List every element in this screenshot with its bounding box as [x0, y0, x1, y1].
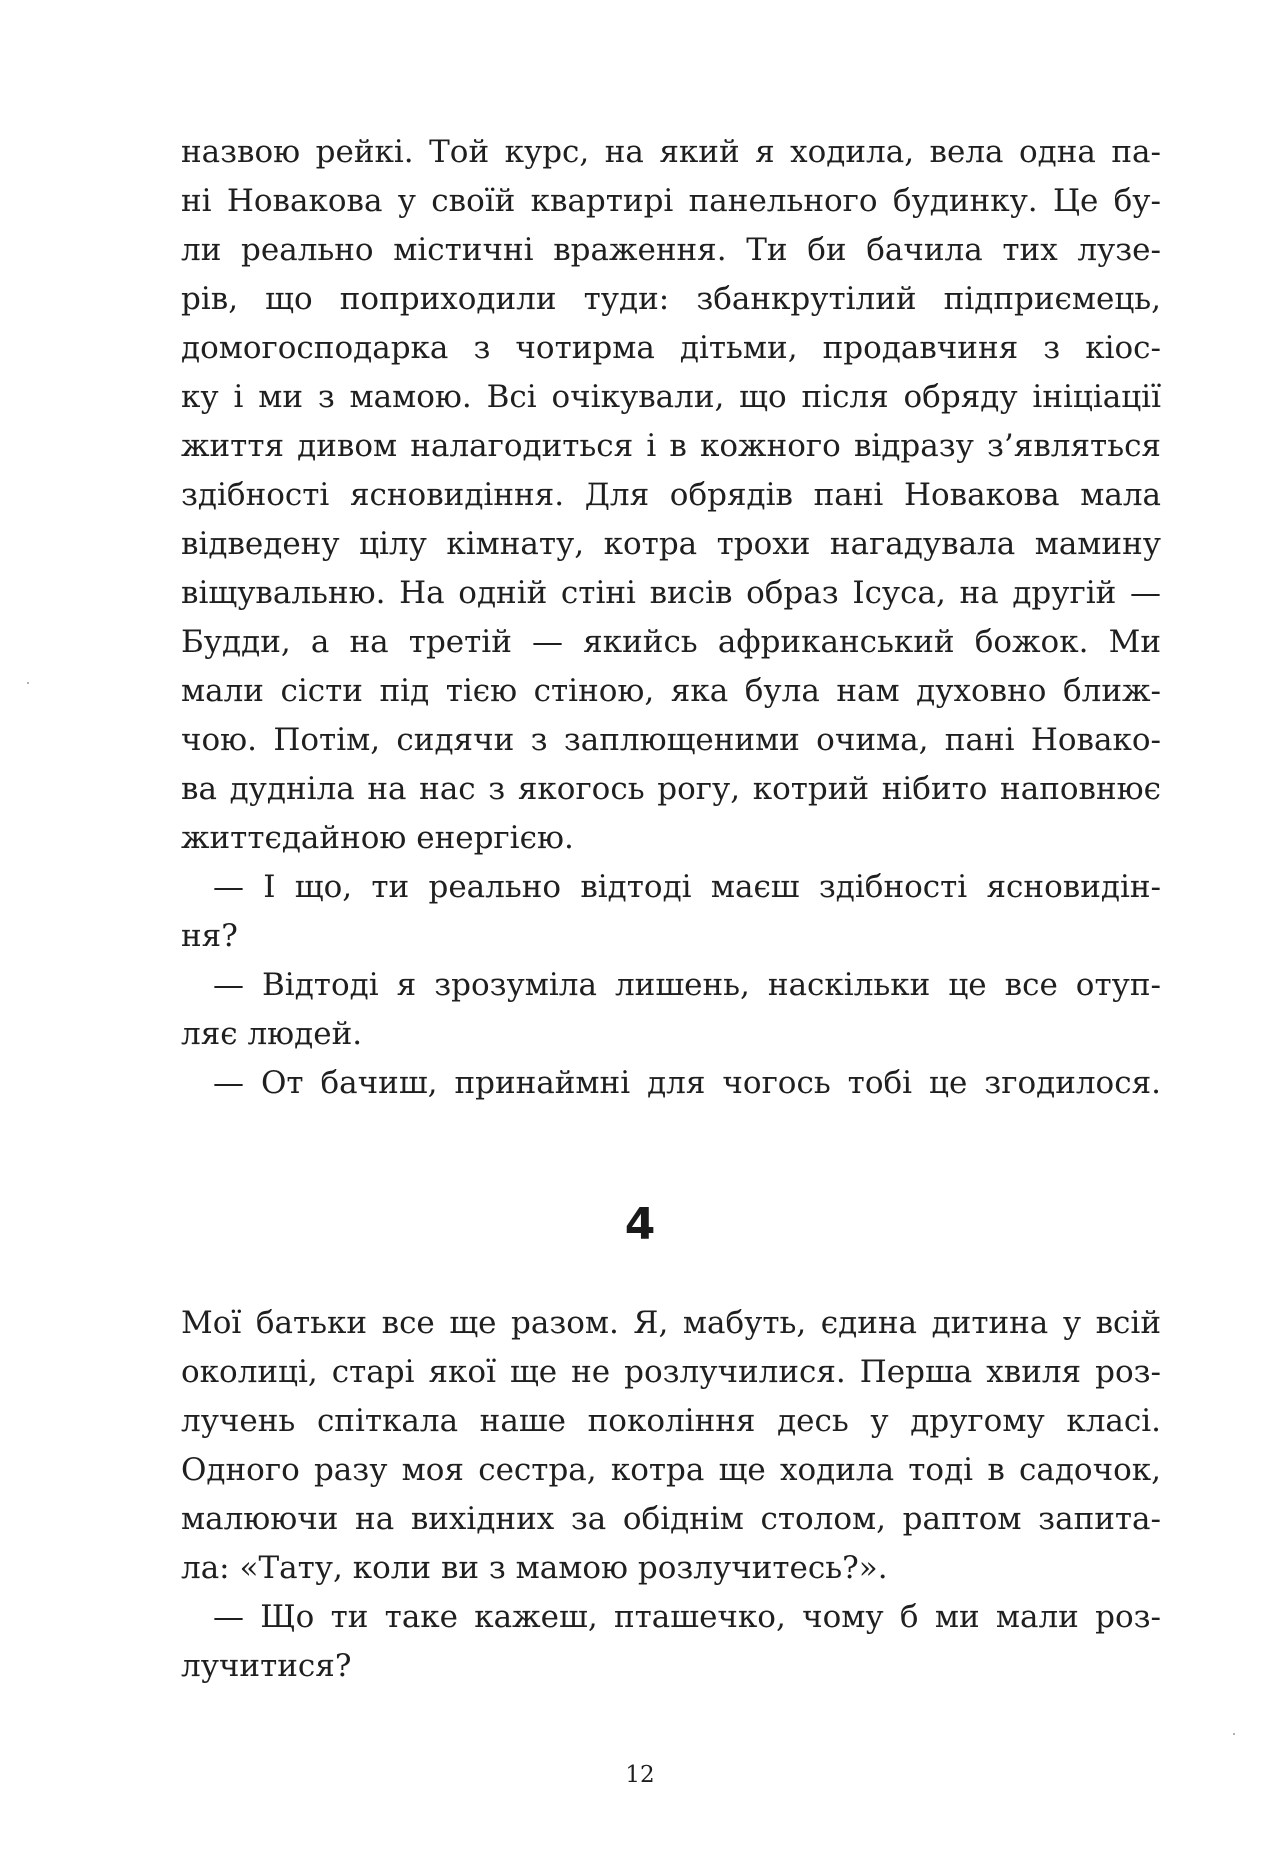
text-line: ва дудніла на нас з якогось рогу, котрий нібито наповнює — [181, 771, 1161, 807]
page-number: 12 — [625, 1762, 655, 1788]
scan-speck — [27, 682, 29, 684]
text-line: рів, що поприходили туди: збанкрутілий підприємець, — [181, 281, 1161, 317]
text-line: ні Новакова у своїй квартирі панельного будинку. Це бу- — [181, 183, 1161, 219]
text-line: ла: «Тату, коли ви з мамою розлучитесь?». — [181, 1550, 888, 1586]
text-line: здібності ясновидіння. Для обрядів пані Новакова мала — [181, 477, 1161, 513]
text-line: — Відтоді я зрозуміла лишень, наскільки це все отуп- — [213, 967, 1161, 1003]
text-line: життя дивом налагодиться і в кожного відразу з’являться — [181, 428, 1161, 464]
chapter-number: 4 — [624, 1199, 656, 1250]
text-line: домогосподарка з чотирма дітьми, продавчиня з кіос- — [181, 330, 1161, 366]
text-line: околиці, старі якої ще не розлучилися. Перша хвиля роз- — [181, 1354, 1161, 1390]
text-line: назвою рейкі. Той курс, на який я ходила, вела одна па- — [181, 134, 1161, 170]
text-line: ня? — [181, 918, 238, 954]
text-line: ляє людей. — [181, 1016, 363, 1052]
text-line: — От бачиш, принаймні для чогось тобі це згодилося. — [213, 1065, 1161, 1101]
text-line: чою. Потім, сидячи з заплющеними очима, пані Новако- — [181, 722, 1161, 758]
text-line: відведену цілу кімнату, котра трохи нагадувала мамину — [181, 526, 1161, 562]
text-line: — Що ти таке кажеш, пташечко, чому б ми мали роз- — [213, 1599, 1161, 1635]
text-line: лучитися? — [181, 1648, 352, 1684]
text-line: Будди, а на третій — якийсь африканський божок. Ми — [181, 624, 1161, 660]
text-line: ли реально містичні враження. Ти би бачила тих лузе- — [181, 232, 1161, 268]
text-line: лучень спіткала наше покоління десь у другому класі. — [181, 1403, 1161, 1439]
scan-speck — [1233, 1733, 1235, 1735]
text-line: віщувальню. На одній стіні висів образ Ісуса, на другій — — [181, 575, 1161, 611]
text-line: мали сісти під тією стіною, яка була нам духовно ближ- — [181, 673, 1161, 709]
text-line: життєдайною енергією. — [181, 820, 574, 856]
text-block-bottom — [181, 1299, 1161, 1691]
text-line: Одного разу моя сестра, котра ще ходила тоді в садочок, — [181, 1452, 1161, 1488]
text-line: ку і ми з мамою. Всі очікували, що після обряду ініціації — [181, 379, 1161, 415]
text-line: малюючи на вихідних за обіднім столом, раптом запита- — [181, 1501, 1161, 1537]
text-line: — І що, ти реально відтоді маєш здібності ясновидін- — [213, 869, 1161, 905]
text-block-top — [181, 128, 1161, 1108]
text-line: Мої батьки все ще разом. Я, мабуть, єдина дитина у всій — [181, 1305, 1161, 1341]
